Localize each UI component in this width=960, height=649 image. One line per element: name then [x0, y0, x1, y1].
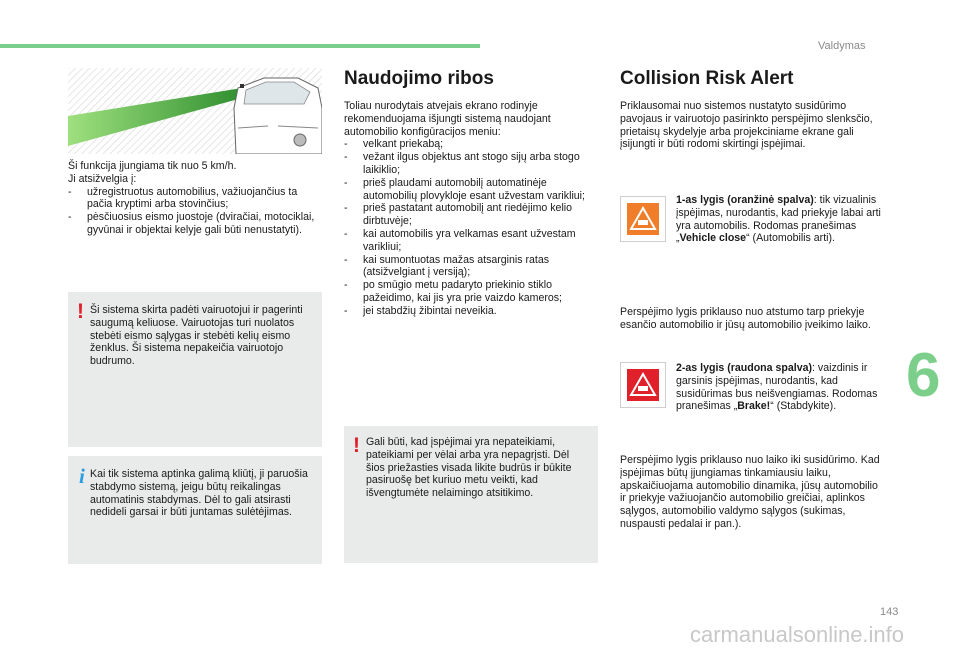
orange-alert-icon — [620, 196, 666, 242]
level-2-text-a: : vaizdinis ir garsinis įspėjimas, nurodantis, kad susidūrimas bus neišvengiamas. Rodomas pranešimas „ — [676, 362, 878, 413]
column-3-intro: Priklausomai nuo sistemos nustatyto susidūrimo pavojaus ir vairuotojo pasirinkto perspėjimo slenksčio, prietaisų skydelyje arba projekciniame ekrane gali įsijungti ir būti rodomi skirtingi įspėjimai. — [620, 100, 873, 151]
paragraph-time-to-collision: Perspėjimo lygis priklauso nuo laiko iki susidūrimo. Kad įspėjimas būtų įjungiamas tinkamiausiu laiku, apskaičiuojama automobilio dinamika, jūsų automobilio ir priekyje važiuojančio automobilio greičiai, aplinkos sąlygos, automobilio valdymo sąlygos (sukimas, nuspausti pedalai ir pan.). — [620, 454, 880, 530]
page-number: 143 — [880, 606, 899, 618]
warning-icon: ! — [353, 434, 360, 457]
column-2-text — [344, 100, 596, 318]
list-item: - kai automobilis yra velkamas esant užvestam varikliui; — [344, 228, 596, 254]
warning-box — [68, 292, 322, 447]
top-accent-bar — [0, 44, 480, 48]
info-text: Kai tik sistema aptinka galimą kliūtį, ji paruošia stabdymo sistemą, jeigu būtų reikalingas automatinis stabdymas. Dėl to gali atsirasti nedideli garsai ir būti juntamas sulėtėjimas. — [90, 468, 308, 519]
list-item: - vežant ilgus objektus ant stogo sijų arba stogo laikiklio; — [344, 151, 596, 177]
list-item: - po smūgio metu padaryto priekinio stiklo pažeidimo, kai jis yra prie vaizdo kameros; — [344, 279, 596, 305]
warning-text: Gali būti, kad įspėjimai yra nepateikiami, pateikiami per vėlai arba yra nepagrįsti. Dėl šios priežasties visada likite budrūs ir būkite pasiruošę bet kuriuo metu veikti, kad išvengtumėte nelaimingo atsitikimo. — [366, 436, 572, 500]
red-alert-icon — [620, 362, 666, 408]
list-item: - pėsčiuosius eismo juostoje (dviračiai, motociklai, gyvūnai ir objektai kelyje gali būti nenustatyti). — [68, 211, 318, 237]
watermark: carmanualsonline.info — [690, 622, 905, 647]
column-1-text — [68, 160, 318, 237]
list-item: - prieš plaudami automobilį automatinėje automobilių plovykloje esant užvestam varikliui; — [344, 177, 596, 203]
level-1-message: Vehicle close — [679, 232, 747, 245]
section-heading-collision-alert: Collision Risk Alert — [620, 68, 794, 89]
info-icon: i — [79, 464, 85, 488]
list-item: - prieš pastatant automobilį ant riedėjimo kelio dirbtuvėje; — [344, 202, 596, 228]
section-heading-limits: Naudojimo ribos — [344, 68, 494, 89]
car-sensor-illustration — [68, 68, 322, 154]
level-2-message: Brake! — [737, 400, 771, 413]
section-title: Valdymas — [818, 40, 866, 52]
level-2-text-b: “ (Stabdykite). — [770, 400, 837, 413]
list-item: - jei stabdžių žibintai neveikia. — [344, 305, 596, 318]
level-1-text-b: “ (Automobilis arti). — [746, 232, 835, 245]
paragraph-distance: Perspėjimo lygis priklauso nuo atstumo tarp priekyje esančio automobilio ir jūsų automobilio įveikimo laiko. — [620, 306, 871, 331]
level-2-description — [676, 362, 882, 413]
list-item: - kai sumontuotas mažas atsarginis ratas (atsižvelgiant į versiją); — [344, 254, 596, 280]
chapter-number: 6 — [906, 341, 941, 410]
list-item: - užregistruotus automobilius, važiuojančius ta pačia kryptimi arba stovinčius; — [68, 186, 318, 212]
limits-intro: Toliau nurodytais atvejais ekrano rodinyje rekomenduojama išjungti sistemą naudojant automobilio konfigūracijos meniu: — [344, 100, 551, 138]
warning-box — [344, 426, 598, 563]
level-1-description — [676, 194, 882, 245]
intro-line-1: Ši funkcija įjungiama tik nuo 5 km/h. — [68, 160, 237, 172]
level-1-heading: 1-as lygis (oranžinė spalva) — [676, 194, 814, 206]
level-1-text-a: : tik vizualinis įspėjimas, nurodantis, kad priekyje labai arti yra automobilis. Rodomas pranešimas „ — [676, 194, 881, 245]
intro-line-2: Ji atsižvelgia į: — [68, 172, 137, 185]
warning-text: Ši sistema skirta padėti vairuotojui ir pagerinti saugumą keliuose. Vairuotojas turi nuolatos stebėti eismo sąlygas ir stebėti kelių eismo ženklus. Ši sistema nepakeičia vairuotojo budrumo. — [90, 304, 303, 368]
list-item: - velkant priekabą; — [344, 138, 596, 151]
level-2-heading: 2-as lygis (raudona spalva) — [676, 362, 813, 374]
warning-icon: ! — [77, 300, 84, 323]
info-box — [68, 456, 322, 564]
